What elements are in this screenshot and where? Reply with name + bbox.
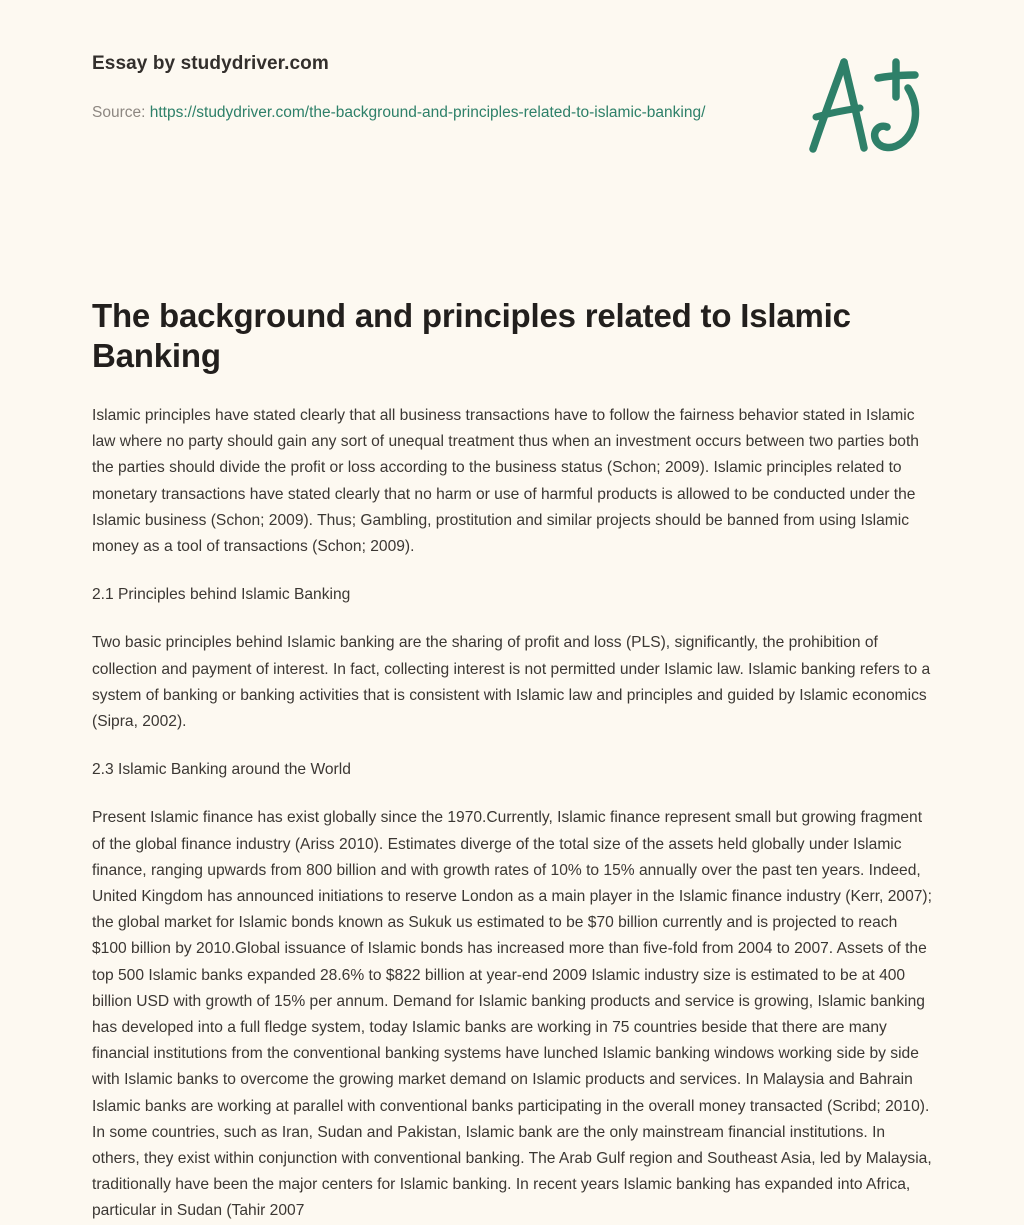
section-heading-2-3: 2.3 Islamic Banking around the World — [92, 761, 351, 779]
studydriver-a-plus-logo-icon — [792, 48, 932, 168]
section-heading-2-1: 2.1 Principles behind Islamic Banking — [92, 586, 351, 604]
essay-body — [92, 376, 932, 1225]
page-title: The background and principles related to Islamic Banking — [92, 297, 851, 374]
paragraph-world: Present Islamic finance has exist globally since the 1970.Currently, Islamic finance represent small but growing fragment of the global finance industry (Ariss 2010). Estimates diverge of the total size of the assets held globally under Islamic finance, ranging upwards from 800 billion and with growth rates of 10% to 15% annually over the past ten years. Indeed, United Kingdom has announced initiations to reserve London as a main player in the Islamic finance industry (Kerr, 2007); the global market for Islamic bonds known as Sukuk us estimated to be $70 billion currently and is projected to reach $100 billion by 2010.Global issuance of Islamic bonds has increased more than five-fold from 2004 to 2007. Assets of the top 500 Islamic banks expanded 28.6% to $822 billion at year-end 2009 Islamic industry size is estimated to be at 400 billion USD with growth of 15% per annum. Demand for Islamic banking products and service is growing, Islamic banking has developed into a full fledge system, today Islamic banks are working in 75 countries beside that there are many financial institutions from the conventional banking systems have lunched Islamic banking windows working side by side with Islamic banks to overcome the growing market demand on Islamic products and services. In Malaysia and Bahrain Islamic banks are working at parallel with conventional banks participating in the overall money transacted (Scribd; 2010). In some countries, such as Iran, Sudan and Pakistan, Islamic bank are the only mainstream financial institutions. In others, they exist within conjunction with conventional banking. The Arab Gulf region and Southeast Asia, led by Malaysia, traditionally have been the major centers for Islamic banking. In recent years Islamic banking has expanded into Africa, particular in Sudan (Tahir 2007 — [92, 809, 932, 1220]
source-url-link[interactable]: https://studydriver.com/the-background-and-principles-related-to-islamic-banking/ — [149, 104, 706, 121]
source-label: Source: — [92, 104, 146, 121]
page-header — [92, 0, 932, 202]
brand-byline: Essay by studydriver.com — [92, 53, 329, 74]
source-line — [92, 99, 752, 126]
paragraph-intro: Islamic principles have stated clearly that all business transactions have to follow the fairness behavior stated in Islamic law where no party should gain any sort of unequal treatment thus when an investment occurs between two parties both the parties should divide the profit or loss according to the business status (Schon; 2009). Islamic principles related to monetary transactions have stated clearly that no harm or use of harmful products is allowed to be conducted under the Islamic business (Schon; 2009). Thus; Gambling, prostitution and similar projects should be banned from using Islamic money as a tool of transactions (Schon; 2009). — [92, 407, 919, 556]
paragraph-principles: Two basic principles behind Islamic banking are the sharing of profit and loss (PLS), significantly, the prohibition of collection and payment of interest. In fact, collecting interest is not permitted under Islamic law. Islamic banking refers to a system of banking or banking activities that is consistent with Islamic law and principles and guided by Islamic economics (Sipra, 2002). — [92, 634, 931, 731]
